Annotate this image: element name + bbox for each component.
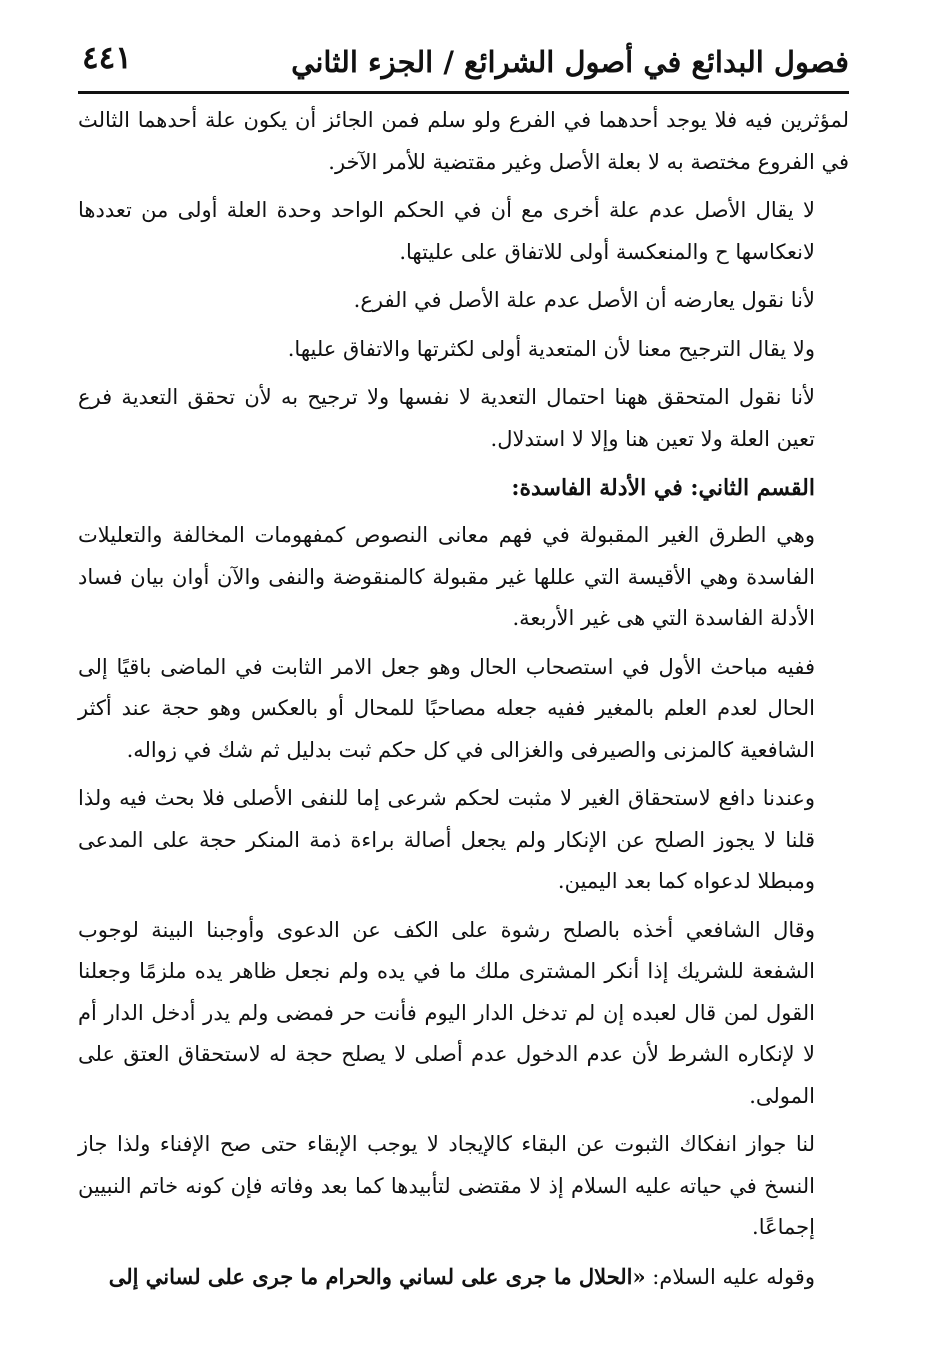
running-title: فصول البدائع في أصول الشرائع / الجزء الثاني [291, 45, 849, 79]
paragraph: ففيه مباحث الأول في استصحاب الحال وهو جعل الامر الثابت في الماضى باقيًا إلى الحال لعدم العلم بالمغير ففيه جعله مصاحبًا للمحال أو بالعكس وهو حجة عند أكثر الشافعية كالمزنى والصيرفى والغزالى في كل حكم ثبت بدليل ثم شك في زواله. [78, 654, 815, 762]
section-heading: القسم الثاني: في الأدلة الفاسدة: [511, 475, 815, 501]
page-number: ٤٤١ [82, 40, 132, 76]
paragraph: لأنا نقول يعارضه أن الأصل عدم علة الأصل في الفرع. [353, 288, 815, 312]
paragraph: وقال الشافعي أخذه بالصلح رشوة على الكف عن الدعوى وأوجبنا البينة لوجوب الشفعة للشريك إذا أنكر المشترى ملك ما في يده ولم نجعل ظاهر يده ملزمًا وجعلنا القول لمن قال لعبده إن لم تدخل الدار اليوم فأنت حر فمضى ولم يدر أدخل الدار أم لا لإنكاره الشرط لأن عدم الدخول عدم أصلى لا يصلح حجة له لاستحقاق العتق على المولى. [78, 917, 815, 1108]
paragraph: لمؤثرين فيه فلا يوجد أحدهما في الفرع ولو سلم فمن الجائز أن يكون علة أحدهما الثالث في الفروع مختصة به لا بعلة الأصل وغير مقتضية للأمر الآخر. [78, 108, 849, 174]
page-header [78, 0, 849, 92]
paragraph: وعندنا دافع لاستحقاق الغير لا مثبت لحكم شرعى إما للنفى الأصلى فلا بحث فيه ولذا قلنا لا يجوز الصلح عن الإنكار ولم يجعل أصالة براءة ذمة المنكر حجة على المدعى ومبطلا لدعواه كما بعد اليمين. [78, 786, 815, 893]
hadith-quote: «الحلال ما جرى على لساني والحرام ما جرى على لساني إلى [108, 1263, 646, 1289]
last-line-plain: وقوله عليه السلام: [645, 1264, 815, 1289]
paragraph: لنا جواز انفكاك الثبوت عن البقاء كالإيجاد لا يوجب الإبقاء حتى صح الإفناء ولذا جاز النسخ في حياته عليه السلام إذ لا مقتضى لتأبيدها كما بعد وفاته فإن كونه خاتم النبيين إجماعًا. [78, 1132, 815, 1239]
paragraph: لأنا نقول المتحقق ههنا احتمال التعدية لا نفسها ولا ترجيح به لأن تحقق التعدية فرع تعين العلة ولا تعين هنا وإلا لا استدلال. [78, 385, 815, 451]
paragraph: ولا يقال الترجيح معنا لأن المتعدية أولى لكثرتها والاتفاق عليها. [287, 336, 815, 361]
header-divider [78, 91, 849, 94]
paragraph: وهي الطرق الغير المقبولة في فهم معانى النصوص كمفهومات المخالفة والتعليلات الفاسدة وهي الأقيسة التي عللها غير مقبولة كالمنقوضة والنفى والآن أوان بيان فساد الأدلة الفاسدة التي هى غير الأربعة. [78, 523, 815, 630]
paragraph: لا يقال الأصل عدم علة أخرى مع أن في الحكم الواحد وحدة العلة أولى من تعددها لانعكاسها ح والمنعكسة أولى للاتفاق على عليتها. [78, 198, 815, 264]
paragraph-last-line [78, 1256, 849, 1299]
page-body [78, 92, 849, 1298]
